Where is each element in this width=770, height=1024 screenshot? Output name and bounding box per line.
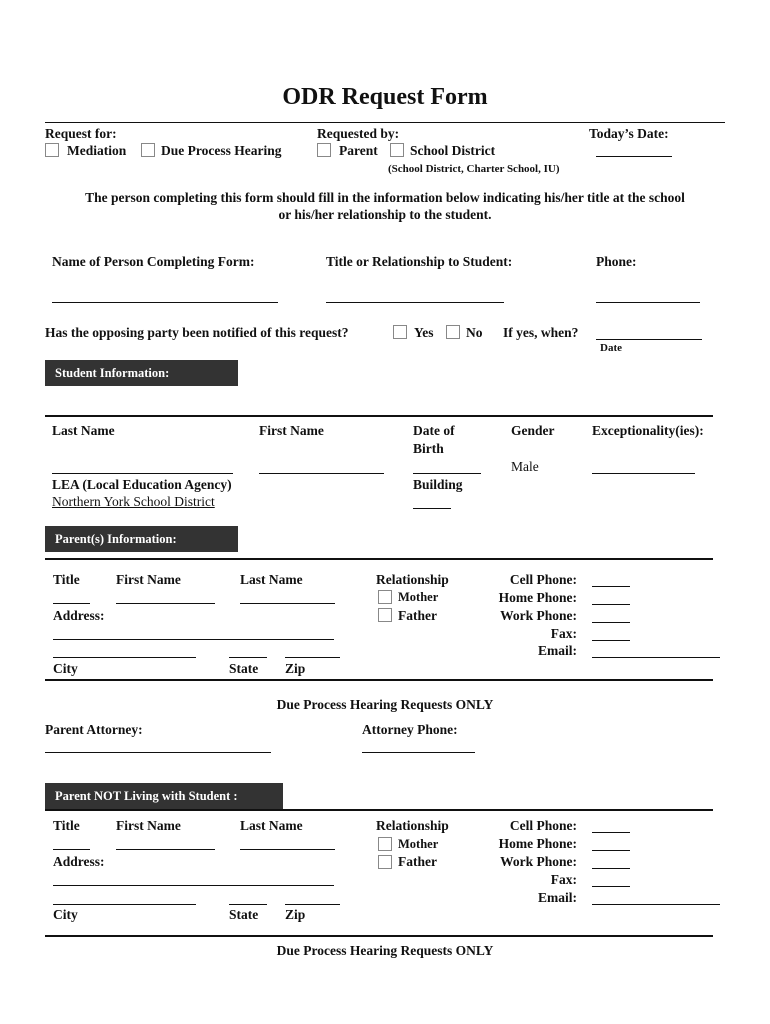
form-title: ODR Request Form bbox=[282, 84, 488, 110]
pnl-title-field[interactable] bbox=[53, 849, 90, 850]
parent-cell-label: Cell Phone: bbox=[509, 572, 577, 587]
student-dob-label-1: Date of bbox=[413, 423, 455, 438]
pnl-last-name-field[interactable] bbox=[240, 849, 335, 850]
parent-title-field[interactable] bbox=[53, 603, 90, 604]
parent-address-field[interactable] bbox=[53, 639, 334, 640]
school-district-label: School District bbox=[410, 143, 496, 158]
pnl-first-name-label: First Name bbox=[116, 818, 181, 833]
pnl-zip-label: Zip bbox=[285, 907, 306, 922]
parent-work-label: Work Phone: bbox=[500, 608, 577, 623]
pnl-bottom-rule bbox=[45, 935, 713, 937]
completer-title-label: Title or Relationship to Student: bbox=[326, 254, 513, 269]
pnl-state-field[interactable] bbox=[229, 904, 267, 905]
lea-value[interactable]: Northern York School District bbox=[52, 494, 215, 509]
pnl-section-header: Parent NOT Living with Student : bbox=[45, 783, 283, 809]
building-field[interactable] bbox=[413, 508, 451, 509]
mediation-label: Mediation bbox=[67, 143, 127, 158]
parent-mother-label: Mother bbox=[398, 590, 439, 604]
parent-first-name-field[interactable] bbox=[116, 603, 215, 604]
parent-home-label: Home Phone: bbox=[498, 590, 577, 605]
student-gender-value[interactable]: Male bbox=[511, 459, 539, 474]
pnl-top-rule bbox=[45, 809, 713, 811]
parent-cell-field[interactable] bbox=[592, 586, 630, 587]
student-first-name-field[interactable] bbox=[259, 473, 384, 474]
notified-question: Has the opposing party been notified of this request? bbox=[45, 325, 349, 340]
attorney-phone-field[interactable] bbox=[362, 752, 475, 753]
notified-date-field[interactable] bbox=[596, 339, 702, 340]
pnl-father-checkbox[interactable] bbox=[378, 855, 392, 869]
parent-state-label: State bbox=[229, 661, 259, 676]
student-section-header: Student Information: bbox=[45, 360, 238, 386]
parent-city-field[interactable] bbox=[53, 657, 196, 658]
pnl-mother-checkbox[interactable] bbox=[378, 837, 392, 851]
student-exceptionality-label: Exceptionality(ies): bbox=[592, 423, 704, 438]
instructions-line2: or his/her relationship to the student. bbox=[278, 207, 492, 222]
parent-first-name-label: First Name bbox=[116, 572, 181, 587]
if-yes-label: If yes, when? bbox=[503, 325, 579, 340]
parent-attorney-field[interactable] bbox=[45, 752, 271, 753]
pnl-email-label: Email: bbox=[538, 890, 577, 905]
pnl-relationship-label: Relationship bbox=[376, 818, 449, 833]
parent-fax-label: Fax: bbox=[550, 626, 577, 641]
pnl-state-label: State bbox=[229, 907, 259, 922]
parent-label: Parent bbox=[339, 143, 378, 158]
pnl-zip-field[interactable] bbox=[285, 904, 340, 905]
school-district-checkbox[interactable] bbox=[390, 143, 404, 157]
parents-top-rule bbox=[45, 558, 713, 560]
parent-last-name-field[interactable] bbox=[240, 603, 335, 604]
pnl-address-label: Address: bbox=[53, 854, 105, 869]
parent-state-field[interactable] bbox=[229, 657, 267, 658]
pnl-city-label: City bbox=[53, 907, 78, 922]
pnl-home-label: Home Phone: bbox=[498, 836, 577, 851]
student-gender-label: Gender bbox=[511, 423, 555, 438]
pnl-city-field[interactable] bbox=[53, 904, 196, 905]
student-first-name-label: First Name bbox=[259, 423, 324, 438]
parents-bottom-rule bbox=[45, 679, 713, 681]
parent-address-label: Address: bbox=[53, 608, 105, 623]
instructions-line1: The person completing this form should fill in the information below indicating his/her title at the school bbox=[85, 190, 685, 205]
parent-city-label: City bbox=[53, 661, 78, 676]
parent-last-name-label: Last Name bbox=[240, 572, 303, 587]
parent-zip-label: Zip bbox=[285, 661, 306, 676]
notified-no-checkbox[interactable] bbox=[446, 325, 460, 339]
pnl-title-label: Title bbox=[53, 818, 80, 833]
completer-name-label: Name of Person Completing Form: bbox=[52, 254, 255, 269]
lea-label: LEA (Local Education Agency) bbox=[52, 477, 232, 492]
title-rule bbox=[45, 122, 725, 123]
requested-by-label: Requested by: bbox=[317, 126, 400, 141]
parent-title-label: Title bbox=[53, 572, 80, 587]
completer-phone-field[interactable] bbox=[596, 302, 700, 303]
completer-phone-label: Phone: bbox=[596, 254, 637, 269]
notified-date-caption: Date bbox=[600, 342, 622, 354]
todays-date-field[interactable] bbox=[596, 156, 672, 157]
pnl-mother-label: Mother bbox=[398, 837, 439, 851]
district-note: (School District, Charter School, IU) bbox=[388, 163, 560, 175]
pnl-cell-field[interactable] bbox=[592, 832, 630, 833]
request-for-label: Request for: bbox=[45, 126, 117, 141]
todays-date-label: Today’s Date: bbox=[589, 126, 669, 141]
pnl-work-field[interactable] bbox=[592, 868, 630, 869]
student-exceptionality-field[interactable] bbox=[592, 473, 695, 474]
due-process-label: Due Process Hearing bbox=[161, 143, 282, 158]
student-dob-label-2: Birth bbox=[413, 441, 444, 456]
attorney-phone-label: Attorney Phone: bbox=[362, 722, 458, 737]
pnl-last-name-label: Last Name bbox=[240, 818, 303, 833]
parent-zip-field[interactable] bbox=[285, 657, 340, 658]
completer-name-field[interactable] bbox=[52, 302, 278, 303]
parent-relationship-label: Relationship bbox=[376, 572, 449, 587]
pnl-work-label: Work Phone: bbox=[500, 854, 577, 869]
parent-father-label: Father bbox=[398, 608, 437, 623]
pnl-email-field[interactable] bbox=[592, 904, 720, 905]
parent-attorney-label: Parent Attorney: bbox=[45, 722, 143, 737]
completer-title-field[interactable] bbox=[326, 302, 504, 303]
student-last-name-field[interactable] bbox=[52, 473, 233, 474]
parent-father-checkbox[interactable] bbox=[378, 608, 392, 622]
parent-mother-checkbox[interactable] bbox=[378, 590, 392, 604]
pnl-cell-label: Cell Phone: bbox=[509, 818, 577, 833]
pnl-dph-heading: Due Process Hearing Requests ONLY bbox=[276, 943, 494, 958]
pnl-home-field[interactable] bbox=[592, 850, 630, 851]
mediation-checkbox[interactable] bbox=[45, 143, 59, 157]
student-dob-field[interactable] bbox=[413, 473, 481, 474]
parent-email-field[interactable] bbox=[592, 657, 720, 658]
notified-yes-checkbox[interactable] bbox=[393, 325, 407, 339]
pnl-first-name-field[interactable] bbox=[116, 849, 215, 850]
pnl-fax-field[interactable] bbox=[592, 886, 630, 887]
pnl-address-field[interactable] bbox=[53, 885, 334, 886]
student-last-name-label: Last Name bbox=[52, 423, 115, 438]
notified-yes-label: Yes bbox=[414, 325, 434, 340]
parent-work-field[interactable] bbox=[592, 622, 630, 623]
parent-email-label: Email: bbox=[538, 643, 577, 658]
notified-no-label: No bbox=[466, 325, 483, 340]
dph-heading: Due Process Hearing Requests ONLY bbox=[276, 697, 494, 712]
parent-fax-field[interactable] bbox=[592, 640, 630, 641]
parents-section-header: Parent(s) Information: bbox=[45, 526, 238, 552]
pnl-fax-label: Fax: bbox=[550, 872, 577, 887]
student-rule bbox=[45, 415, 713, 417]
building-label: Building bbox=[413, 477, 463, 492]
pnl-father-label: Father bbox=[398, 854, 437, 869]
due-process-checkbox[interactable] bbox=[141, 143, 155, 157]
parent-home-field[interactable] bbox=[592, 604, 630, 605]
parent-checkbox[interactable] bbox=[317, 143, 331, 157]
